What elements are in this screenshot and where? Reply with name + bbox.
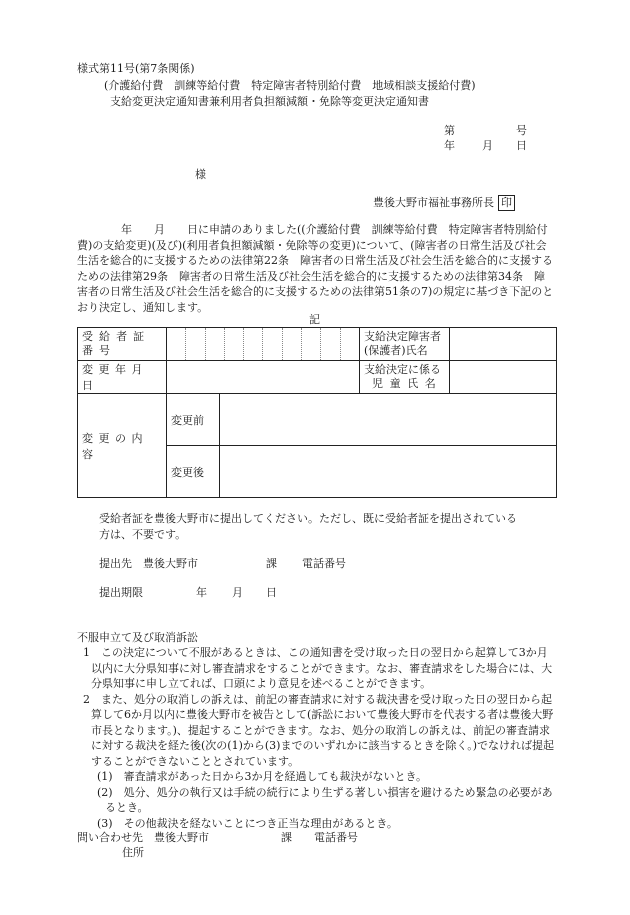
before-label: 変更前 <box>167 394 220 446</box>
number-go: 号 <box>516 124 527 137</box>
form-number: 様式第11号(第7条関係) <box>77 62 195 75</box>
change-date-label: 変更年月日 <box>78 361 167 394</box>
date-year: 年 <box>444 139 455 152</box>
child-label <box>360 361 450 394</box>
decision-table <box>77 327 557 498</box>
submission-phone-label: 電話番号 <box>302 557 346 570</box>
appeal-item-2: 2 また、処分の取消しの訴えは、前記の審査請求に対する裁決書を受け取った日の翌日から起算して6か月以内に豊後大野市を被告として(訴訟において豊後大野市を代表する者は豊後大野市長となります。)、提起することができます。なお、処分の取消しの訴えは、前記の審査請求に対する裁決を経た後(次の(1)から(3)までのいずれかに該当するときを除く。)でなければ提起することができないこととされています。 <box>83 692 555 768</box>
submission-dest: 提出先 豊後大野市 <box>99 557 198 570</box>
change-content-label: 変更の内容 <box>78 394 167 498</box>
document-title: 支給変更決定通知書兼利用者負担額減額・免除等変更決定通知書 <box>110 95 429 108</box>
seal-stamp: 印 <box>498 195 515 211</box>
ki-label: 記 <box>309 313 320 326</box>
deadline-day: 日 <box>266 586 277 599</box>
child-label-line1: 支給決定に係る <box>364 363 441 376</box>
deadline-label: 提出期限 <box>99 586 143 599</box>
issuer <box>373 195 515 211</box>
submission-notice-line2: 方は、不要です。 <box>99 528 187 541</box>
before-content-field[interactable] <box>220 394 557 446</box>
deadline-month: 月 <box>232 586 243 599</box>
appeal-item-1: 1 この決定について不服があるときは、この通知書を受け取った日の翌日から起算して3か月以内に大分県知事に対し審査請求をすることができます。なお、審査請求をした場合には、大分県知事に申し立てれば、口頭により意見を述べることができます。 <box>83 646 553 690</box>
guardian-name-field[interactable] <box>450 328 557 361</box>
recipient-cert-label: 受給者証番号 <box>78 328 167 361</box>
contact-address-label: 住所 <box>122 846 144 859</box>
after-label: 変更後 <box>167 446 220 498</box>
addressee-suffix: 様 <box>195 168 206 181</box>
appeal-heading: 不服申立て及び取消訴訟 <box>77 631 198 644</box>
contact-phone-label: 電話番号 <box>314 831 358 844</box>
benefit-types: (介護給付費 訓練等給付費 特定障害者特別給付費 地域相談支援給付費) <box>104 79 476 92</box>
body-paragraph: 年 月 日に申請のありました((介護給付費 訓練等給付費 特定障害者特別給付費)の支給変更)(及び)(利用者負担額減額・免除等の変更)について、(障害者の日常生活及び社会生活を総合的に支援するための法律第22条 障害者の日常生活及び社会生活を総合的に支援するための法律第29条 障害者の日常生活及び社会生活を総合的に支援するための法律第34条 障害者の日常生活及び社会生活を総合的に支援するための法律第51条の7)の規定に基づき下記のとおり決定し、通知します。 <box>77 223 554 314</box>
contact-label: 問い合わせ先 豊後大野市 <box>77 831 209 844</box>
appeal-sub-3: (3) その他裁決を経ないことにつき正当な理由があるとき。 <box>97 816 398 830</box>
deadline-year: 年 <box>196 586 207 599</box>
after-content-field[interactable] <box>220 446 557 498</box>
date-month: 月 <box>482 139 493 152</box>
child-label-line2: 児童氏名 <box>372 377 443 390</box>
number-dai: 第 <box>444 124 455 137</box>
appeal-section <box>77 645 555 831</box>
issuer-name: 豊後大野市福祉事務所長 <box>373 196 494 209</box>
change-date-field[interactable] <box>167 361 360 394</box>
date-day: 日 <box>516 139 527 152</box>
child-name-field[interactable] <box>450 361 557 394</box>
contact-ka: 課 <box>281 831 292 844</box>
recipient-cert-number-cells[interactable] <box>167 328 360 361</box>
guardian-label-line1: 支給決定障害者 <box>364 330 441 343</box>
appeal-sub-1: (1) 審査請求があった日から3か月を経過しても裁決がないとき。 <box>97 770 428 783</box>
submission-ka: 課 <box>266 557 277 570</box>
submission-notice-line1: 受給者証を豊後大野市に提出してください。ただし、既に受給者証を提出されている <box>99 512 517 525</box>
guardian-label <box>360 328 450 361</box>
guardian-label-line2: (保護者)氏名 <box>364 344 428 357</box>
appeal-sub-2: (2) 処分、処分の執行又は手続の続行により生ずる著しい損害を避けるため緊急の必要があるとき。 <box>97 785 553 814</box>
